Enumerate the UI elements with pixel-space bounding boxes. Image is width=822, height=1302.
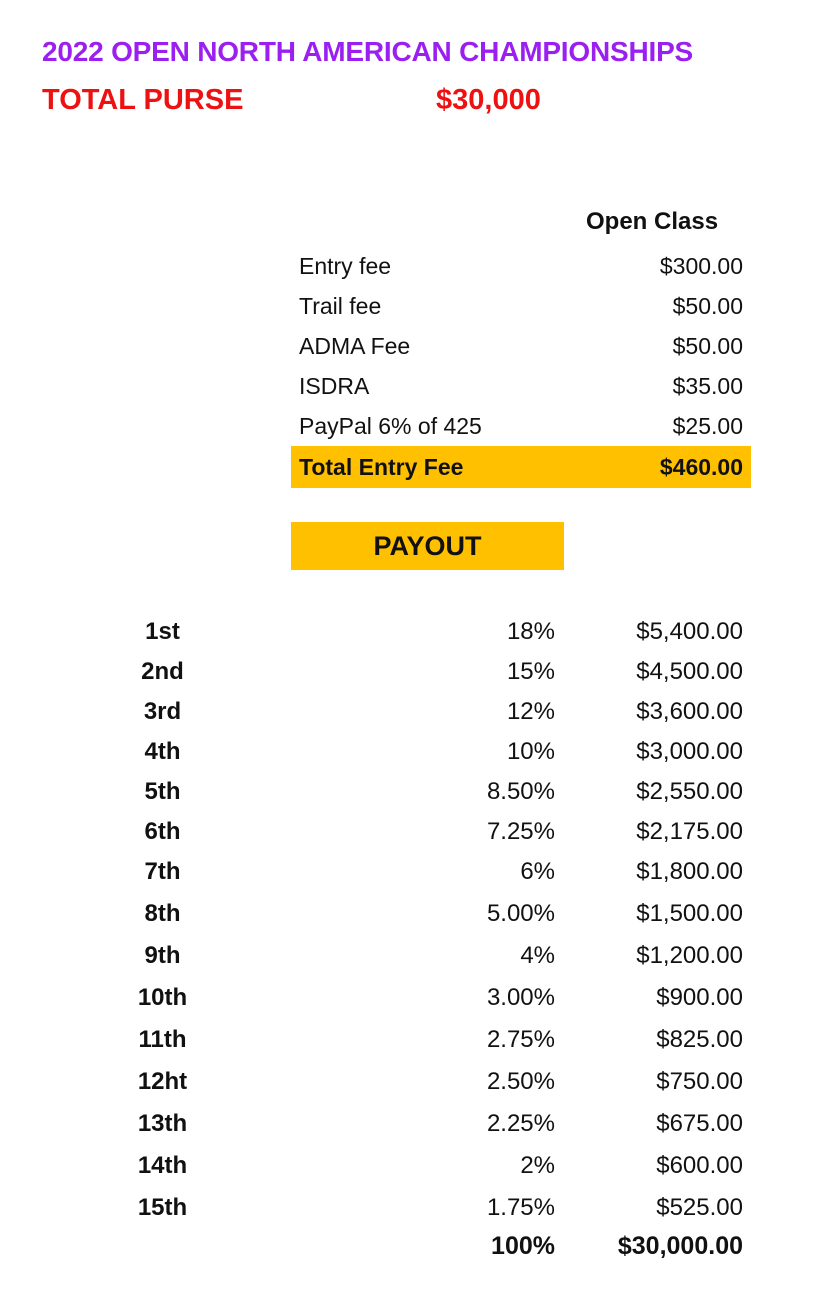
payout-row — [0, 934, 822, 976]
payout-total-percent: 100% — [491, 1232, 555, 1260]
payout-place: 6th — [144, 818, 181, 845]
payout-place: 15th — [137, 1194, 188, 1221]
payout-row — [0, 730, 822, 770]
fee-row — [291, 246, 751, 286]
payout-place: 3rd — [143, 698, 182, 725]
payout-amount: $4,500.00 — [636, 658, 743, 685]
payout-row — [0, 650, 822, 690]
payout-place: 7th — [144, 858, 181, 885]
payout-row — [0, 850, 822, 892]
payout-place: 5th — [144, 778, 181, 805]
payout-amount: $900.00 — [656, 984, 743, 1011]
payout-place: 2nd — [141, 658, 184, 685]
payout-percent: 10% — [506, 738, 555, 765]
page-title: 2022 OPEN NORTH AMERICAN CHAMPIONSHIPS — [42, 36, 694, 67]
payout-place: 13th — [137, 1110, 188, 1137]
payout-row — [0, 770, 822, 810]
payout-place: 10th — [137, 984, 188, 1011]
payout-row — [0, 1018, 822, 1060]
total-entry-fee-amount: $460.00 — [659, 453, 743, 480]
fee-amount: $300.00 — [659, 252, 743, 279]
payout-percent: 8.50% — [486, 778, 555, 805]
fee-label: Trail fee — [299, 292, 382, 319]
fee-amount: $50.00 — [672, 292, 743, 319]
payout-percent: 3.00% — [486, 984, 555, 1011]
fee-label: Entry fee — [299, 252, 392, 279]
payout-place: 4th — [144, 738, 181, 765]
fee-amount: $50.00 — [672, 332, 743, 359]
fee-row — [291, 366, 751, 406]
fee-label: ISDRA — [299, 372, 370, 399]
payout-total-row — [0, 1232, 822, 1272]
payout-percent: 5.00% — [486, 900, 555, 927]
payout-percent: 2.50% — [486, 1068, 555, 1095]
total-purse-label: TOTAL PURSE — [42, 84, 244, 116]
fee-amount: $25.00 — [672, 412, 743, 439]
payout-heading: PAYOUT — [291, 522, 564, 570]
payout-row — [0, 1144, 822, 1186]
payout-percent: 18% — [506, 618, 555, 645]
total-entry-fee-label: Total Entry Fee — [299, 453, 464, 480]
payout-percent: 15% — [506, 658, 555, 685]
payout-place: 1st — [145, 618, 180, 645]
payout-place: 12ht — [137, 1068, 188, 1095]
payout-place: 8th — [144, 900, 181, 927]
payout-percent: 12% — [506, 698, 555, 725]
payout-amount: $1,800.00 — [636, 858, 743, 885]
payout-amount: $675.00 — [656, 1110, 743, 1137]
payout-amount: $3,000.00 — [636, 738, 743, 765]
fee-table — [291, 246, 751, 488]
payout-amount: $1,500.00 — [636, 900, 743, 927]
fee-label: ADMA Fee — [299, 332, 411, 359]
payout-row — [0, 1186, 822, 1228]
payout-percent: 7.25% — [486, 818, 555, 845]
payout-row — [0, 1102, 822, 1144]
payout-amount: $1,200.00 — [636, 942, 743, 969]
total-entry-fee-row — [291, 446, 751, 488]
payout-place: 11th — [138, 1026, 187, 1053]
payout-amount: $2,550.00 — [636, 778, 743, 805]
payout-place: 14th — [137, 1152, 188, 1179]
payout-amount: $825.00 — [656, 1026, 743, 1053]
payout-percent: 4% — [520, 942, 555, 969]
payout-row — [0, 892, 822, 934]
fee-amount: $35.00 — [672, 372, 743, 399]
payout-amount: $2,175.00 — [636, 818, 743, 845]
fee-row — [291, 406, 751, 446]
payout-percent: 2.75% — [486, 1026, 555, 1053]
payout-amount: $525.00 — [656, 1194, 743, 1221]
fee-row — [291, 286, 751, 326]
payout-amount: $3,600.00 — [636, 698, 743, 725]
payout-total-amount: $30,000.00 — [617, 1232, 743, 1260]
payout-place: 9th — [144, 942, 181, 969]
total-purse-value: $30,000 — [436, 84, 541, 116]
payout-row — [0, 976, 822, 1018]
payout-percent: 6% — [520, 858, 555, 885]
fee-row — [291, 326, 751, 366]
payout-percent: 2.25% — [486, 1110, 555, 1137]
payout-percent: 2% — [520, 1152, 555, 1179]
payout-table — [0, 610, 822, 1228]
payout-row — [0, 1060, 822, 1102]
payout-row — [0, 690, 822, 730]
payout-percent: 1.75% — [486, 1194, 555, 1221]
open-class-header: Open Class — [586, 208, 719, 235]
payout-row — [0, 810, 822, 850]
payout-amount: $750.00 — [656, 1068, 743, 1095]
payout-amount: $600.00 — [656, 1152, 743, 1179]
payout-row — [0, 610, 822, 650]
payout-amount: $5,400.00 — [636, 618, 743, 645]
fee-label: PayPal 6% of 425 — [299, 412, 482, 439]
